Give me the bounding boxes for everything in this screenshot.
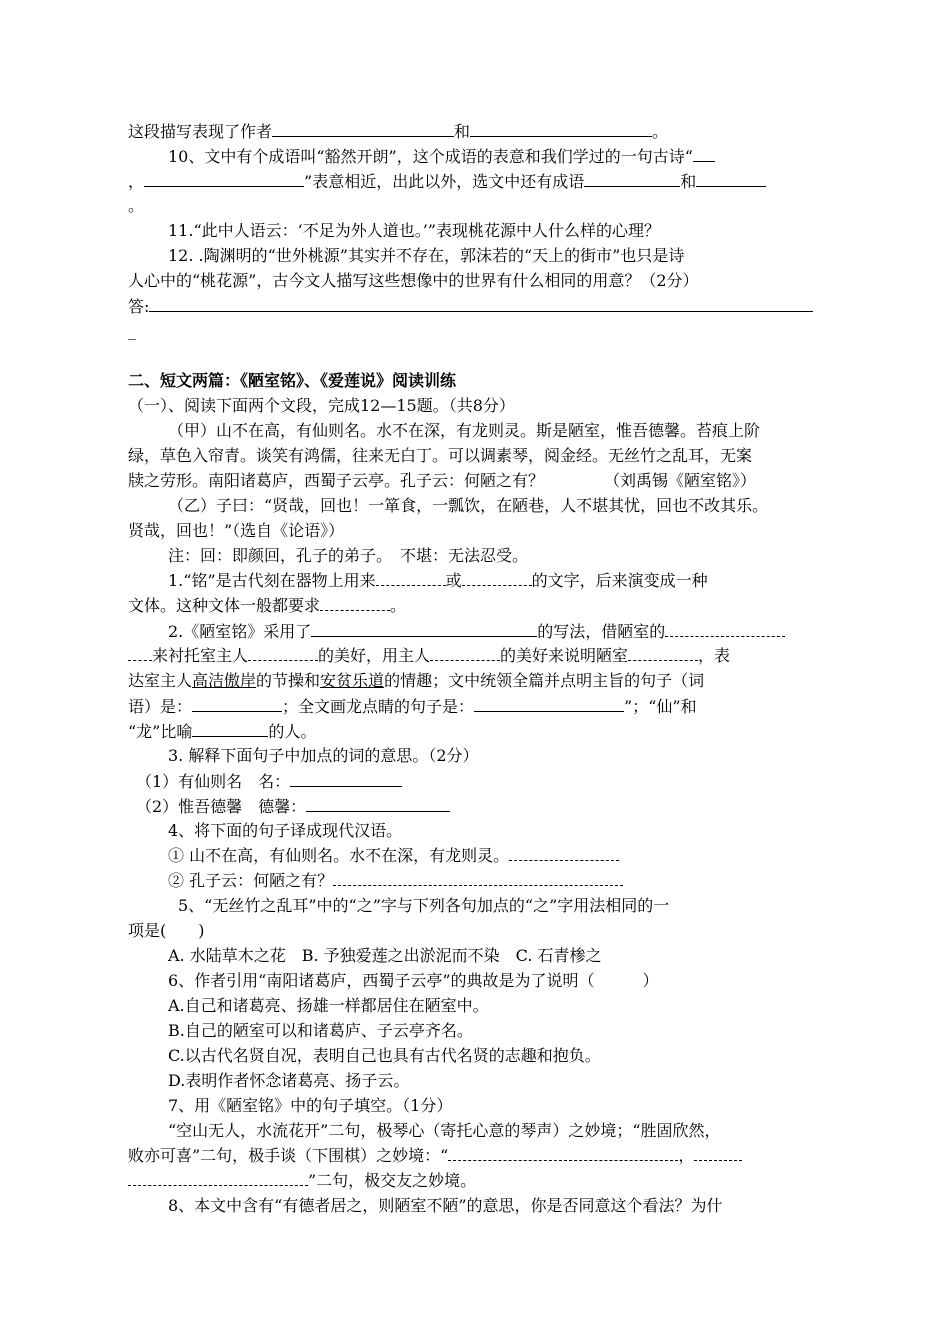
q7-title: 7、用《陋室铭》中的句子填空。（1分）: [168, 1096, 453, 1115]
q7-line-2: 败亦可喜”二句，极手谈（下围棋）之妙境：“ ，: [128, 1143, 826, 1168]
q6-option-d: D.表明作者怀念诸葛亮、扬子云。: [168, 1071, 410, 1090]
blank[interactable]: [665, 620, 785, 637]
q1-line-1: 1.“铭”是古代刻在器物上用来 或 的文字，后来演变成一种: [168, 571, 708, 590]
blank[interactable]: [128, 644, 152, 661]
blank[interactable]: [192, 718, 268, 737]
q2-line-1: 2.《陋室铭》采用了 的写法，借陋室的: [128, 618, 826, 643]
q7-line-1: “空山无人，水流花开”二句，极琴心（寄托心意的琴声）之妙境；“胜固欣然，: [168, 1121, 721, 1140]
q4-item-1: ① 山不在高，有仙则名。水不在深，有龙则灵。: [128, 843, 826, 868]
blank[interactable]: [462, 569, 532, 586]
q2-line-3: 达室主人高洁傲岸的节操和安贫乐道的情趣；文中统领全篇并点明主旨的句子（词: [128, 671, 705, 690]
q6-option-b: B.自己的陋室可以和诸葛庐、子云亭齐名。: [168, 1021, 473, 1040]
q5-options: A. 水陆草木之花 B. 予独爱莲之出淤泥而不染 C. 石青椮之: [168, 946, 602, 965]
q5-line-1: 5、“无丝竹之乱耳”中的“之”字与下列各句加点的“之”字用法相同的一: [178, 896, 670, 915]
blank[interactable]: [290, 768, 402, 787]
passage-a-line-2: 绿，草色入帘青。谈笑有鸿儒，往来无白丁。可以调素琴，阅金经。无丝竹之乱耳，无案: [128, 446, 753, 465]
part-1-instructions: （一）、阅读下面两个文段，完成12—15题。（共8分）: [128, 396, 515, 415]
blank[interactable]: [333, 869, 623, 886]
blank[interactable]: [509, 844, 619, 861]
blank[interactable]: [272, 118, 454, 137]
q10-line-1: 10、文中有个成语叫“豁然开朗”，这个成语的表意和我们学过的一句古诗“: [128, 143, 826, 168]
q11-line: 11.“此中人语云：‘不足为外人道也。’”表现桃花源中人什么样的心理？: [168, 221, 660, 240]
blank[interactable]: [320, 594, 390, 611]
q10-line-3: 。: [128, 196, 145, 215]
blank[interactable]: [696, 168, 766, 187]
q2-line-5: “龙”比喻 的人。: [128, 718, 826, 743]
passage-a-line-3: 牍之劳形。南阳诸葛庐，西蜀子云亭。孔子云：何陋之有？ （刘禹锡《陋室铭》）: [128, 471, 757, 490]
passage-b-line-1: （乙）子曰：“贤哉，回也！一箪食，一瓢饮，在陋巷，人不堪其忧，回也不改其乐。: [168, 496, 769, 515]
q3-item-2: （2）惟吾德馨 德馨：: [128, 793, 826, 818]
q7-line-3: ”二句，极交友之妙境。: [128, 1168, 826, 1193]
blank[interactable]: [584, 168, 680, 187]
exam-page: [128, 118, 826, 1218]
q4-item-2: ② 孔子云：何陋之有？: [128, 868, 826, 893]
q2-line-4: 语）是： ；全文画龙点睛的句子是： ”；“仙”和: [128, 693, 826, 718]
blank[interactable]: [144, 168, 304, 187]
q3-title: 3. 解释下面句子中加点的词的意思。（2分）: [168, 746, 479, 765]
blank[interactable]: [694, 1144, 742, 1161]
blank[interactable]: [311, 618, 537, 637]
answer-blank[interactable]: [149, 293, 813, 312]
q5-line-2: 项是( ): [128, 921, 205, 940]
passage-a-line-1: （甲）山不在高，有仙则名。水不在深，有龙则灵。斯是陋室，惟吾德馨。苔痕上阶: [168, 421, 761, 440]
q3-item-1: （1）有仙则名 名：: [128, 768, 826, 793]
q8-line: 8、本文中含有“有德者居之，则陋室不陋”的意思，你是否同意这个看法？为什: [168, 1196, 723, 1215]
q12-line-4: _: [128, 321, 136, 340]
q9-tail-line: 这段描写表现了作者 和 。: [128, 118, 826, 143]
q12-line-2: 人心中的“桃花源”，古今文人描写这些想像中的世界有什么相同的用意？（2分）: [128, 271, 699, 290]
q12-line-1: 12. .陶渊明的“世外桃源”其实并不存在，郭沫若的“天上的街市”也只是诗: [168, 246, 685, 265]
q6-option-c: C.以古代名贤自况，表明自己也具有古代名贤的志趣和抱负。: [168, 1046, 601, 1065]
blank[interactable]: [693, 143, 715, 162]
q12-answer-line: 答:: [128, 293, 826, 318]
q4-title: 4、将下面的句子译成现代汉语。: [168, 821, 403, 840]
q6-option-a: A.自己和诸葛亮、扬雄一样都居住在陋室中。: [168, 996, 489, 1015]
blank[interactable]: [128, 1169, 308, 1186]
blank[interactable]: [376, 569, 446, 586]
q2-line-2: 来衬托室主人 的美好，用主人 的美好来说明陋室 ，表: [128, 643, 826, 668]
blank[interactable]: [474, 693, 624, 712]
q1-line-2: 文体。这种文体一般都要求 。: [128, 596, 407, 615]
q10-line-2: ， ”表意相近，出此以外，选文中还有成语 和: [128, 168, 826, 193]
blank[interactable]: [430, 644, 500, 661]
blank[interactable]: [192, 693, 282, 712]
blank[interactable]: [470, 118, 652, 137]
section-2-title: 二、短文两篇：《陋室铭》、《爱莲说》阅读训练: [128, 371, 457, 390]
q6-title: 6、作者引用“南阳诸葛庐，西蜀子云亭”的典故是为了说明（ ）: [168, 971, 659, 990]
passage-b-line-2: 贤哉，回也！”（选自《论语》）: [128, 521, 345, 540]
note-line: 注：回：即颜回，孔子的弟子。 不堪：无法忍受。: [168, 546, 529, 565]
blank[interactable]: [306, 793, 450, 812]
blank[interactable]: [448, 1144, 678, 1161]
blank[interactable]: [248, 644, 318, 661]
blank[interactable]: [628, 644, 698, 661]
